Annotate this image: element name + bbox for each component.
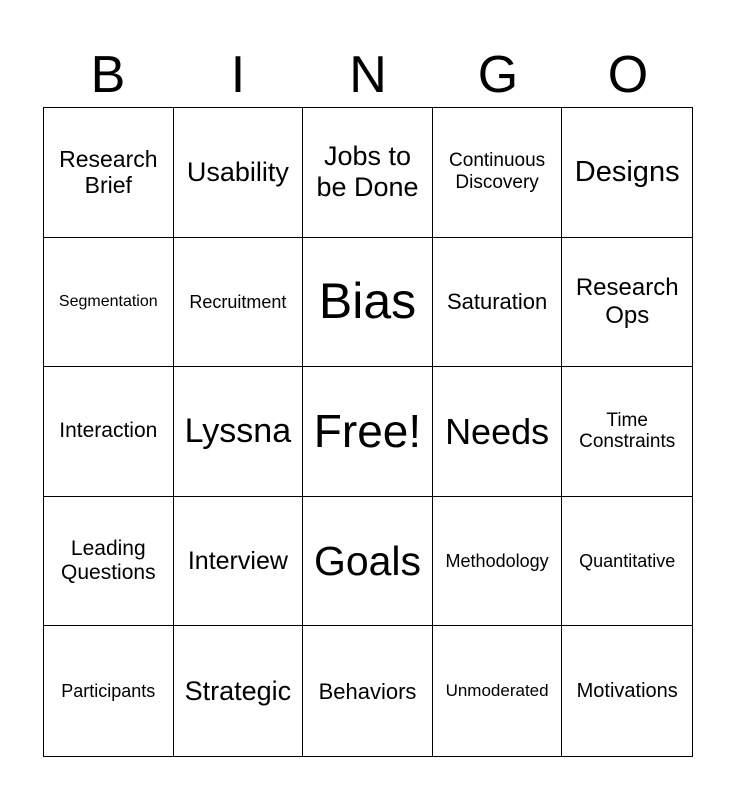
bingo-cell[interactable] (303, 238, 433, 368)
bingo-cell[interactable] (433, 626, 563, 756)
bingo-cell[interactable] (433, 497, 563, 627)
bingo-cell[interactable] (562, 367, 692, 497)
bingo-cell-text: Quantitative (579, 550, 676, 571)
bingo-cell-text: Saturation (446, 289, 548, 315)
bingo-cell-text: Designs (574, 155, 680, 188)
header-letter-o: O (607, 46, 649, 104)
bingo-cell-text: Strategic (184, 675, 292, 706)
bingo-cell-text: Goals (313, 537, 422, 584)
bingo-cell[interactable] (44, 626, 174, 756)
bingo-cell[interactable] (174, 497, 304, 627)
bingo-cell-text: Usability (186, 156, 289, 187)
bingo-cell[interactable] (44, 367, 174, 497)
bingo-cell-text: Bias (318, 273, 417, 330)
bingo-cell[interactable] (174, 108, 304, 238)
bingo-cell-text: Research Brief (59, 145, 158, 199)
bingo-cell[interactable] (44, 238, 174, 368)
bingo-cell[interactable] (174, 238, 304, 368)
bingo-cell[interactable] (433, 238, 563, 368)
bingo-cell-text: Research Ops (575, 274, 679, 329)
bingo-cell[interactable] (44, 497, 174, 627)
bingo-cell-text: Free! (313, 405, 422, 458)
bingo-cell-text: Leading Questions (61, 536, 156, 585)
bingo-cell[interactable] (562, 238, 692, 368)
bingo-cell-text: Continuous Discovery (449, 150, 546, 194)
bingo-cell-text: Interview (187, 546, 288, 575)
bingo-cell-text: Interaction (59, 419, 158, 443)
header-letter-i: I (230, 46, 246, 104)
bingo-cell-text: Jobs to be Done (316, 141, 419, 203)
bingo-cell[interactable] (562, 497, 692, 627)
bingo-cell-text: Behaviors (318, 678, 417, 704)
bingo-cell[interactable] (303, 497, 433, 627)
bingo-cell[interactable] (174, 367, 304, 497)
bingo-cell[interactable] (562, 626, 692, 756)
bingo-cell-text: Unmoderated (445, 681, 549, 701)
bingo-cell-text: Recruitment (189, 291, 287, 312)
bingo-cell[interactable] (303, 626, 433, 756)
bingo-header (43, 45, 693, 105)
header-letter-n: N (349, 46, 387, 104)
bingo-cell-text: Time Constraints (579, 409, 676, 453)
free-space-cell[interactable] (303, 367, 433, 497)
bingo-cell[interactable] (433, 367, 563, 497)
bingo-cell-text: Lyssna (184, 411, 292, 450)
header-letter-g: G (477, 46, 519, 104)
bingo-cell-text: Segmentation (58, 292, 158, 310)
bingo-cell-text: Needs (445, 410, 550, 452)
bingo-cell[interactable] (303, 108, 433, 238)
bingo-cell[interactable] (433, 108, 563, 238)
bingo-cell[interactable] (562, 108, 692, 238)
bingo-cell[interactable] (174, 626, 304, 756)
bingo-cell-text: Participants (61, 680, 156, 701)
bingo-cell-text: Methodology (445, 550, 549, 571)
bingo-card-grid (43, 107, 693, 757)
bingo-cell-text: Motivations (576, 679, 678, 702)
bingo-cell[interactable] (44, 108, 174, 238)
header-letter-b: B (90, 46, 126, 104)
